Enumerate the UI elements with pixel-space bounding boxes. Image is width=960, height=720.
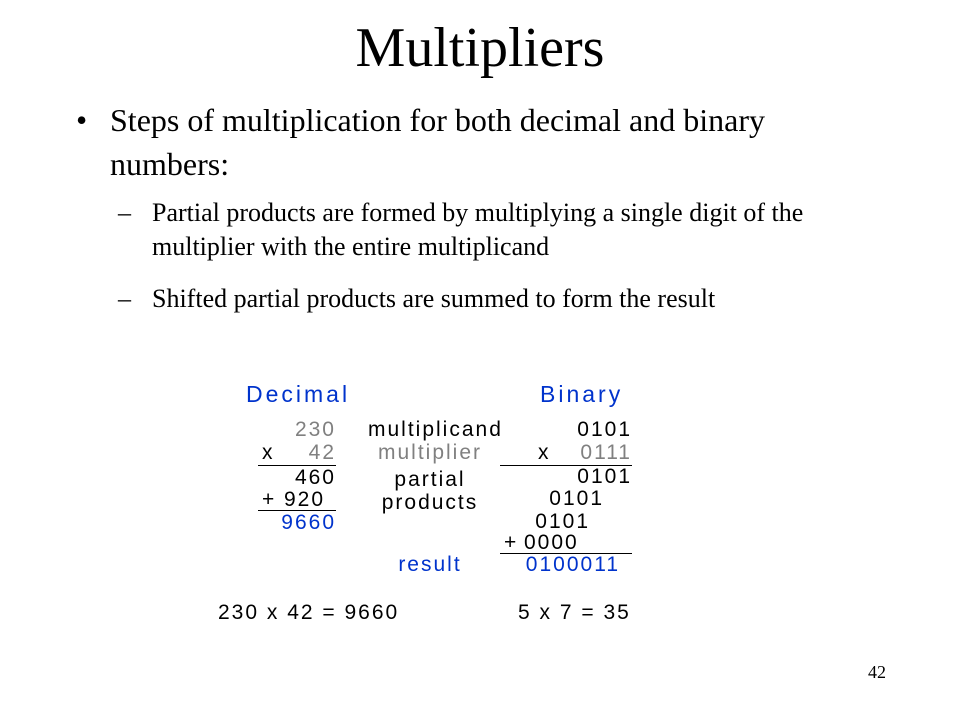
dash-mark: –	[118, 198, 131, 227]
binary-partial-3: 0101	[535, 510, 590, 533]
decimal-plus-sign: +	[262, 488, 277, 511]
binary-partial-1: 0101	[577, 465, 632, 488]
decimal-equation: 230 x 42 = 9660	[218, 601, 400, 624]
binary-result: 0100011	[525, 553, 620, 576]
bullet-text: Steps of multiplication for both decimal and binary numbers:	[110, 102, 765, 182]
decimal-result: 9660	[281, 511, 336, 534]
binary-partial-4: 0000	[524, 531, 579, 554]
slide-title: Multipliers	[355, 17, 605, 79]
binary-multiplicand: 0101	[577, 418, 632, 441]
subbullet-text: Shifted partial products are summed to form the result	[152, 284, 716, 313]
decimal-partial-2: 920	[284, 488, 326, 511]
decimal-times-sign: x	[262, 441, 275, 464]
subbullet-text: Partial products are formed by multiplying a single digit of the multiplier with the entire multiplicand	[152, 198, 804, 261]
result-label: result	[398, 553, 462, 576]
bullet-mark: •	[76, 102, 88, 138]
binary-equation: 5 x 7 = 35	[518, 601, 631, 624]
binary-partial-2: 0101	[549, 487, 604, 510]
multiplier-label: multiplier	[377, 441, 483, 464]
binary-times-sign: x	[538, 441, 551, 464]
partial-label: partial	[394, 468, 466, 491]
page-number: 42	[868, 662, 886, 682]
decimal-multiplier: 42	[308, 441, 336, 464]
multiplicand-label: multiplicand	[368, 418, 503, 441]
binary-multiplier: 0111	[580, 441, 632, 464]
decimal-header: Decimal	[246, 381, 351, 407]
dash-mark: –	[118, 284, 131, 313]
binary-header: Binary	[540, 381, 624, 407]
products-label: products	[381, 491, 479, 514]
decimal-partial-1: 460	[294, 466, 336, 489]
binary-plus-sign: +	[504, 531, 519, 554]
decimal-multiplicand: 230	[294, 418, 336, 441]
